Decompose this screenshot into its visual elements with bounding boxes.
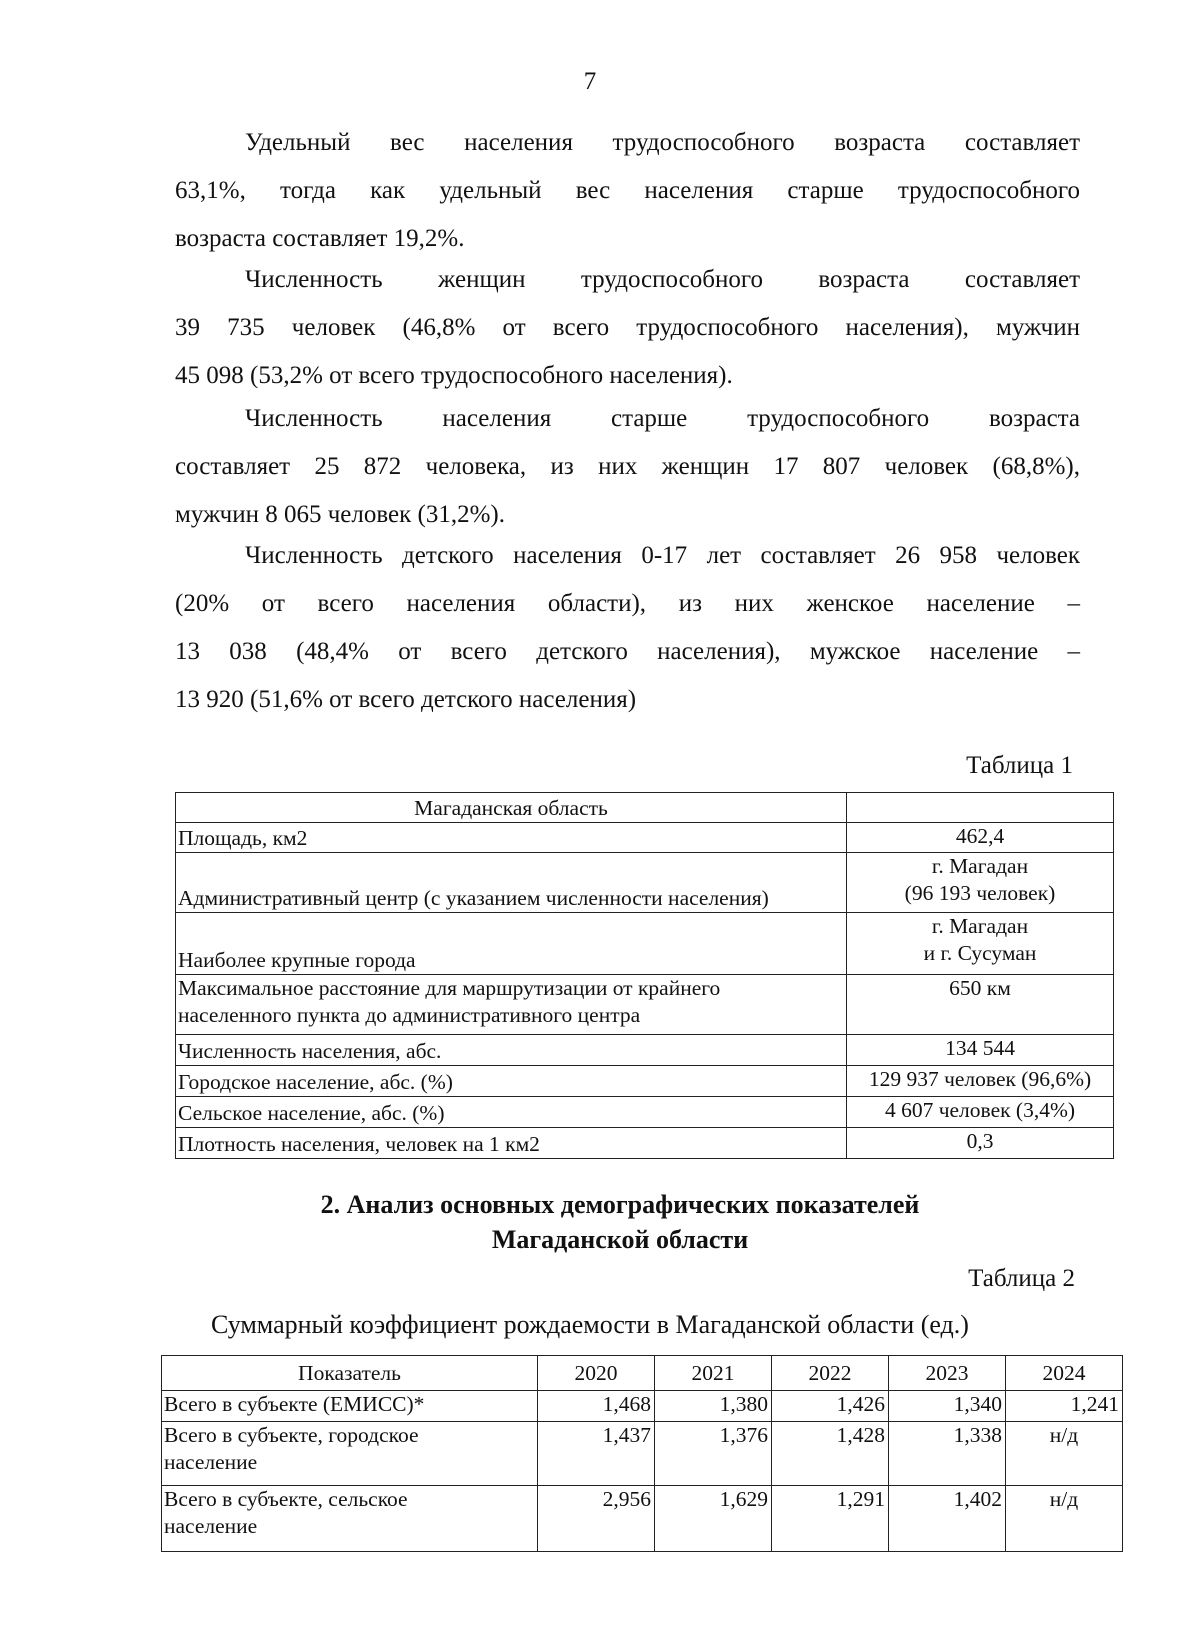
value-line: г. Магадан — [931, 854, 1029, 878]
cell-value: 1,291 — [772, 1486, 889, 1552]
row-value — [847, 853, 1114, 913]
section-heading — [180, 1187, 1060, 1257]
table-row — [176, 823, 1114, 853]
column-header: 2023 — [889, 1356, 1006, 1391]
table-row — [162, 1422, 1123, 1486]
cell-value: н/д — [1006, 1486, 1123, 1552]
cell-value: 1,380 — [655, 1391, 772, 1422]
table-row — [162, 1486, 1123, 1552]
section-heading-line: Магаданской области — [491, 1225, 749, 1254]
table-row — [176, 1097, 1114, 1128]
cell-value: 1,428 — [772, 1422, 889, 1486]
fertility-rate-table — [161, 1355, 1123, 1552]
row-value: 4 607 человек (3,4%) — [847, 1097, 1114, 1128]
paragraph-line: составляет 25 872 человека, из них женщин 17 807 человек (68,8%), — [175, 453, 1080, 480]
region-summary-table — [175, 792, 1114, 1159]
table1-header-empty — [847, 793, 1114, 823]
page-number: 7 — [583, 68, 597, 95]
paragraph-line: мужчин 8 065 человек (31,2%). — [175, 501, 505, 528]
row-label: Плотность населения, человек на 1 км2 — [176, 1128, 847, 1159]
column-header: 2024 — [1006, 1356, 1123, 1391]
row-label — [176, 975, 847, 1035]
table1-header-cell: Магаданская область — [176, 793, 847, 823]
row-label — [162, 1422, 538, 1486]
value-line: г. Магадан — [931, 914, 1029, 938]
row-value: 462,4 — [847, 823, 1114, 853]
paragraph-line: (20% от всего населения области), из них женское население – — [175, 590, 1080, 617]
column-header: 2021 — [655, 1356, 772, 1391]
row-label: Численность населения, абс. — [176, 1035, 847, 1066]
cell-value: 1,402 — [889, 1486, 1006, 1552]
row-value: 0,3 — [847, 1128, 1114, 1159]
paragraph-line: 45 098 (53,2% от всего трудоспособного населения). — [175, 362, 733, 389]
table2-caption: Таблица 2 — [968, 1265, 1075, 1292]
paragraph-line: Численность женщин трудоспособного возраста составляет — [245, 266, 1080, 293]
row-value — [847, 913, 1114, 975]
paragraph-child-population — [175, 532, 1080, 724]
table-row — [176, 1128, 1114, 1159]
section-heading-line: 2. Анализ основных демографических показателей — [320, 1190, 920, 1219]
row-value: 650 км — [847, 975, 1114, 1035]
paragraph-line: 13 038 (48,4% от всего детского населения), мужское население – — [175, 638, 1080, 665]
paragraph-elderly-population — [175, 395, 1080, 539]
paragraph-line: возраста составляет 19,2%. — [175, 225, 465, 252]
table-row — [176, 913, 1114, 975]
table-row — [176, 853, 1114, 913]
paragraph-working-age-gender — [175, 256, 1080, 400]
label-line: Всего в субъекте, городское — [164, 1423, 419, 1447]
row-label: Сельское население, абс. (%) — [176, 1097, 847, 1128]
table-header-row — [162, 1356, 1123, 1391]
table-row — [162, 1391, 1123, 1422]
label-line: Всего в субъекте, сельское — [164, 1487, 408, 1511]
paragraph-line: Численность детского населения 0-17 лет составляет 26 958 человек — [245, 542, 1080, 569]
row-value: 134 544 — [847, 1035, 1114, 1066]
cell-value: 1,338 — [889, 1422, 1006, 1486]
column-header: 2020 — [538, 1356, 655, 1391]
cell-value: 1,376 — [655, 1422, 772, 1486]
label-line: население — [164, 1514, 258, 1538]
cell-value: 1,426 — [772, 1391, 889, 1422]
table-row — [176, 1035, 1114, 1066]
paragraph-working-age-share — [175, 119, 1080, 263]
row-label: Всего в субъекте (ЕМИСС)* — [162, 1391, 538, 1422]
table-row — [176, 1066, 1114, 1097]
row-label: Площадь, км2 — [176, 823, 847, 853]
table2-title: Суммарный коэффициент рождаемости в Магаданской области (ед.) — [211, 1310, 969, 1339]
paragraph-line: 63,1%, тогда как удельный вес населения старше трудоспособного — [175, 177, 1080, 204]
label-line: Максимальное расстояние для маршрутизации от крайнего — [178, 976, 721, 1000]
label-line: население — [164, 1450, 258, 1474]
row-value: 129 937 человек (96,6%) — [847, 1066, 1114, 1097]
cell-value: н/д — [1006, 1422, 1123, 1486]
label-line: населенного пункта до административного центра — [178, 1003, 641, 1027]
row-label: Административный центр (с указанием численности населения) — [176, 853, 847, 913]
row-label — [162, 1486, 538, 1552]
cell-value: 1,437 — [538, 1422, 655, 1486]
table1-caption: Таблица 1 — [966, 752, 1073, 779]
cell-value: 1,629 — [655, 1486, 772, 1552]
column-header: Показатель — [162, 1356, 538, 1391]
cell-value: 2,956 — [538, 1486, 655, 1552]
paragraph-line: Удельный вес населения трудоспособного возраста составляет — [245, 129, 1080, 156]
table-header-row — [176, 793, 1114, 823]
paragraph-line: 39 735 человек (46,8% от всего трудоспособного населения), мужчин — [175, 314, 1080, 341]
cell-value: 1,241 — [1006, 1391, 1123, 1422]
column-header: 2022 — [772, 1356, 889, 1391]
row-label: Городское население, абс. (%) — [176, 1066, 847, 1097]
value-line: и г. Сусуман — [923, 941, 1037, 965]
cell-value: 1,340 — [889, 1391, 1006, 1422]
paragraph-line: 13 920 (51,6% от всего детского населения) — [175, 686, 637, 713]
cell-value: 1,468 — [538, 1391, 655, 1422]
table-row — [176, 975, 1114, 1035]
value-line: (96 193 человек) — [904, 881, 1056, 905]
paragraph-line: Численность населения старше трудоспособного возраста — [245, 405, 1080, 432]
row-label: Наиболее крупные города — [176, 913, 847, 975]
